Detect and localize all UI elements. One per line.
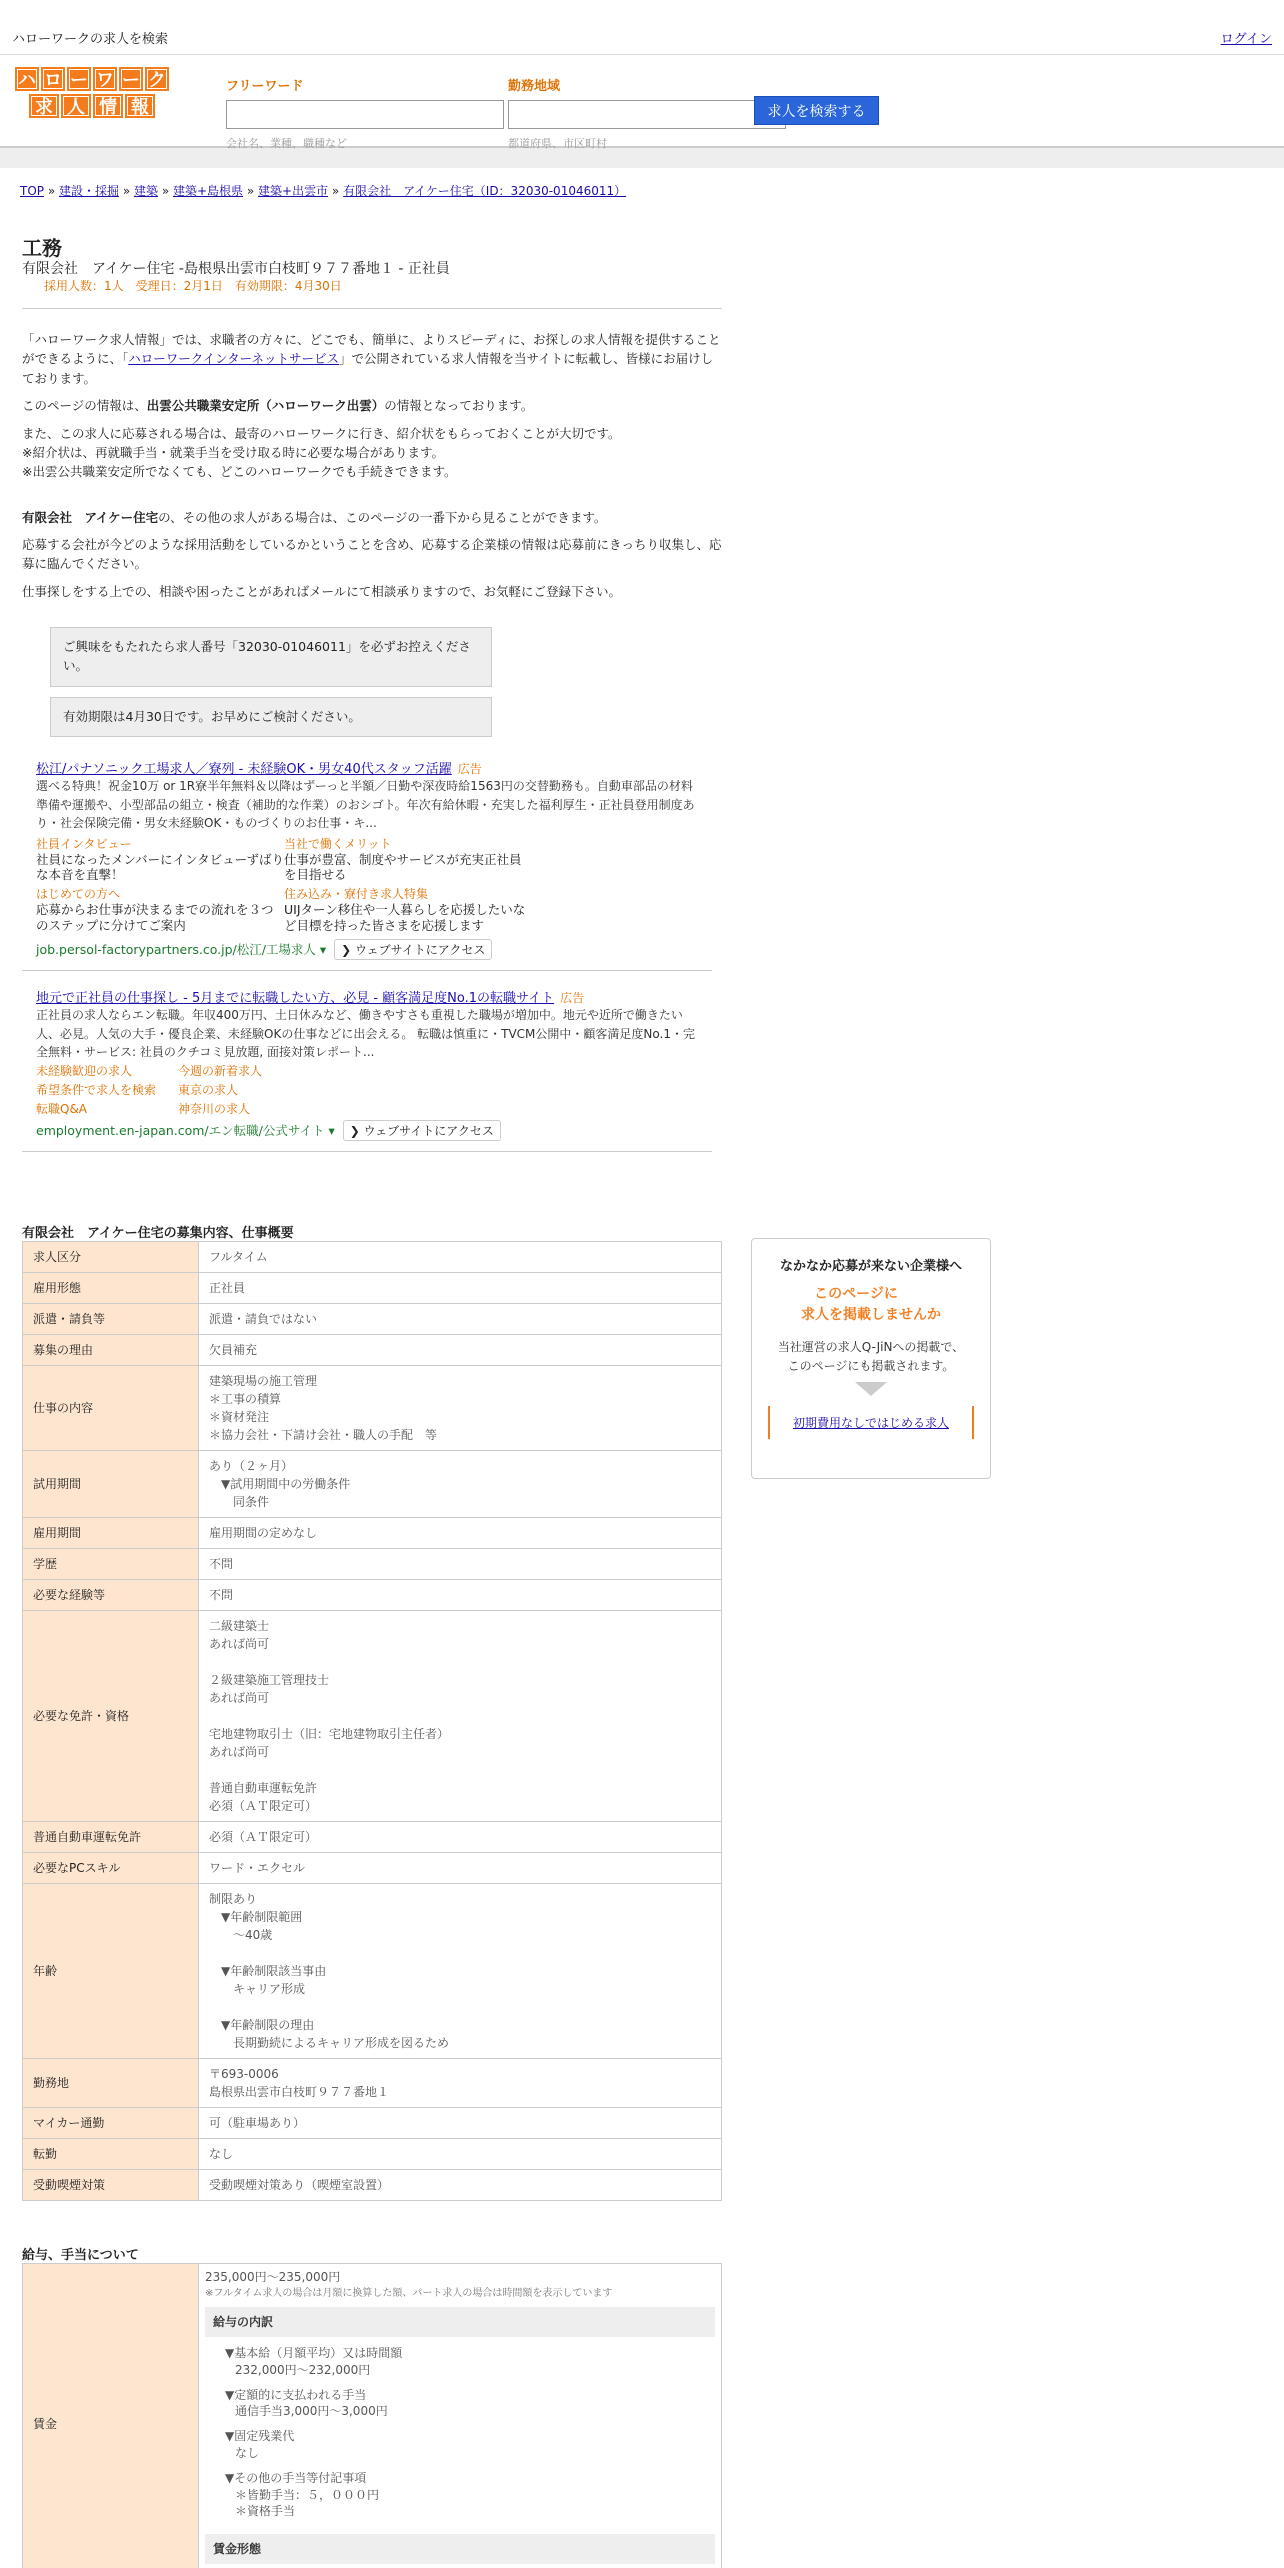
ad-sitelink[interactable]: 未経験歓迎の求人 <box>36 1064 133 1079</box>
ad-sitelink[interactable] <box>36 835 284 885</box>
pay-content <box>199 2264 722 2568</box>
pay-item <box>205 2345 715 2379</box>
row-value <box>199 2108 722 2139</box>
advertise-catch <box>752 1284 990 1326</box>
sitelink-title[interactable]: はじめての方へ <box>36 887 121 902</box>
row-value-line: 同条件 <box>209 1495 270 1509</box>
table-row <box>23 1518 722 1549</box>
row-value-line: 島根県出雲市白枝町９７７番地１ <box>209 2085 390 2099</box>
logo-char: 報 <box>125 94 155 118</box>
table-row <box>23 2059 722 2108</box>
row-label: 必要なPCスキル <box>23 1853 199 1884</box>
search-button[interactable]: 求人を検索する <box>754 96 879 125</box>
row-value <box>199 1884 722 2059</box>
table-row <box>23 1451 722 1518</box>
freeword-input[interactable] <box>226 100 504 129</box>
row-value-line: 受動喫煙対策あり（喫煙室設置） <box>209 2178 390 2192</box>
other-jobs-paragraph <box>22 508 722 527</box>
row-value-line: 欠員補充 <box>209 1343 258 1357</box>
sitelink-title[interactable]: 社員インタビュー <box>36 836 132 851</box>
pay-item-line: ▼基本給（月額平均）又は時間額 <box>225 2346 403 2360</box>
breadcrumb-category[interactable]: 建設・採掘 <box>59 184 120 198</box>
row-value-line: ▼年齢制限範囲 <box>209 1910 303 1924</box>
breadcrumb-company[interactable]: 有限会社 アイケー住宅（ID：32030-01046011） <box>343 184 627 198</box>
pay-item-line: ＊資格手当 <box>235 2504 296 2519</box>
logo-char: 情 <box>93 94 123 118</box>
advertise-catch-line2: 求人を掲載しませんか <box>801 1307 941 1323</box>
logo-char: ク <box>145 67 169 91</box>
consult-paragraph: 仕事探しをする上での、相談や困ったことがあればメールにて相談承りますので、お気軽にご登録下さい。 <box>22 583 622 599</box>
row-value <box>199 1304 722 1335</box>
row-label: 普通自動車運転免許 <box>23 1822 199 1853</box>
row-label: 派遣・請負等 <box>23 1304 199 1335</box>
row-value-line: ワード・エクセル <box>209 1861 306 1875</box>
row-value-line: あれば尚可 <box>209 1745 270 1759</box>
job-details-table <box>22 1241 722 2201</box>
sitelink-desc: 社員になったメンバーにインタビューずばりな本音を直撃！ <box>36 851 285 883</box>
divider <box>22 308 722 309</box>
visit-website-button[interactable]: ❯ ウェブサイトにアクセス <box>334 939 492 960</box>
intro-text: の、その他の求人がある場合は、このページの一番下から見ることができます。 <box>158 509 607 525</box>
ad-url[interactable]: job.persol-factorypartners.co.jp/松江/工場求人 <box>36 942 316 958</box>
row-value-line: 長期勤続によるキャリア形成を図るため <box>209 2036 450 2050</box>
arrow-down-icon <box>855 1382 887 1396</box>
ad-description: 選べる特典！祝金10万 or 1R寮半年無料＆以降はずーっと半額／日勤や深夜時給1563円の交替勤務も。自動車部品の材料準備や運搬や、小型部品の組立・検査（補助的な作業）のおシゴト。年次有給休暇・充実した福利厚生・正社員登用制度あり・社会保険完備・男女未経験OK・ものづくりのお仕事・キ... <box>36 779 695 831</box>
sitelink-desc: 仕事が豊富、制度やサービスが充実正社員を目指せる <box>284 851 522 883</box>
table-row <box>23 1273 722 1304</box>
table-row <box>23 1580 722 1611</box>
section-title-pay: 給与、手当について <box>22 2248 139 2263</box>
pay-note: ※フルタイム求人の場合は月額に換算した額、パート求人の場合は時間額を表示しています <box>205 2288 613 2299</box>
table-row <box>23 2139 722 2170</box>
sitelink-desc: UIJターン移住や一人暮らしを応援したいなど目標を持った皆さまを応援します <box>284 902 526 933</box>
row-label: 学歴 <box>23 1549 199 1580</box>
row-label: 求人区分 <box>23 1242 199 1273</box>
sitelink-desc: 応募からお仕事が決まるまでの流れを３つのステップに分けてご案内 <box>36 902 274 933</box>
company-name: 有限会社 アイケー住宅 <box>22 509 159 525</box>
table-row <box>23 1366 722 1451</box>
source-paragraph <box>22 396 722 415</box>
ad-sitelink[interactable] <box>36 885 284 935</box>
intro-section <box>22 330 722 737</box>
pay-item-line: ▼固定残業代 <box>225 2429 295 2444</box>
referral-paragraph <box>22 424 722 482</box>
row-value <box>199 1366 722 1451</box>
row-value-line: 制限あり <box>209 1892 258 1906</box>
row-value-line: あれば尚可 <box>209 1691 270 1705</box>
area-field-group <box>508 75 786 151</box>
row-value-line: 普通自動車運転免許 <box>209 1781 318 1795</box>
intro-text: ※紹介状は、再就職手当・就業手当を受け取る時に必要な場合があります。 <box>22 444 444 460</box>
freeword-hint: 会社名、業種、職種など <box>226 137 347 150</box>
table-row <box>23 2264 722 2568</box>
row-value-line: ＊工事の積算 <box>209 1392 282 1406</box>
logo-char: ワ <box>93 67 117 91</box>
row-value-line: 正社員 <box>209 1281 246 1295</box>
row-value-line: 派遣・請負ではない <box>209 1312 318 1326</box>
row-value <box>199 1549 722 1580</box>
table-row <box>23 1549 722 1580</box>
row-label: マイカー通勤 <box>23 2108 199 2139</box>
row-value-line: 不問 <box>209 1588 234 1602</box>
search-button-wrap <box>754 96 879 125</box>
table-row <box>23 1335 722 1366</box>
row-value-line: 雇用期間の定めなし <box>209 1526 318 1540</box>
job-meta: 採用人数：1人 受理日：2月1日 有効期限：4月30日 <box>44 279 342 293</box>
area-input[interactable] <box>508 100 786 129</box>
intro-text: また、この求人に応募される場合は、最寄のハローワークに行き、紹介状をもらっておくことが大切です。 <box>22 425 621 441</box>
pay-item-line: 232,000円〜232,000円 <box>235 2362 371 2377</box>
table-row <box>23 1853 722 1884</box>
row-value-line: あり（２ヶ月） <box>209 1459 294 1473</box>
table-row <box>23 2170 722 2201</box>
row-label: 雇用期間 <box>23 1518 199 1549</box>
ad-sitelink[interactable]: 神奈川の求人 <box>178 1102 251 1117</box>
ad-title-link[interactable]: 松江/パナソニック工場求人／寮列 - 未経験OK・男女40代スタッフ活躍 <box>36 762 452 777</box>
row-value-line <box>209 1944 711 1962</box>
sitelink-title[interactable]: 当社で働くメリット <box>284 836 392 851</box>
row-value-line: ▼試用期間中の労働条件 <box>209 1477 351 1491</box>
row-value <box>199 2170 722 2201</box>
site-logo[interactable] <box>4 67 180 121</box>
login-link[interactable]: ログイン <box>1220 32 1272 47</box>
breadcrumb-city[interactable]: 建築+出雲市 <box>258 184 329 198</box>
row-label: 受動喫煙対策 <box>23 2170 199 2201</box>
row-value-line: ▼年齢制限該当事由 <box>209 1964 327 1978</box>
ad-sitelink[interactable] <box>284 885 532 935</box>
intro-paragraph <box>22 330 722 388</box>
row-value-line: キャリア形成 <box>209 1982 306 1996</box>
pay-form-heading: 賃金形態 <box>205 2534 715 2564</box>
gray-band <box>0 148 1284 168</box>
ad-sitelinks <box>36 835 698 936</box>
table-row <box>23 1822 722 1853</box>
breadcrumb-prefecture[interactable]: 建築+島根県 <box>173 184 244 198</box>
row-label: 転勤 <box>23 2139 199 2170</box>
pay-range: 235,000円〜235,000円 <box>205 2270 341 2284</box>
section-title-overview: 有限会社 アイケー住宅の募集内容、仕事概要 <box>22 1226 294 1241</box>
table-row <box>23 1304 722 1335</box>
row-value-line <box>209 1707 711 1725</box>
advertise-box <box>751 1238 991 1479</box>
row-value-line: 可（駐車場あり） <box>209 2116 306 2130</box>
area-hint: 都道府県、市区町村 <box>508 137 607 150</box>
visit-label: ウェブサイトにアクセス <box>355 943 486 958</box>
advertise-heading: なかなか応募が来ない企業様へ <box>779 1259 962 1274</box>
logo-char: ロ <box>41 67 65 91</box>
ad-sitelink[interactable]: 東京の求人 <box>178 1083 239 1098</box>
pay-table <box>22 2263 722 2568</box>
ad-tag: 広告 <box>560 991 585 1006</box>
ad-unit: 松江/パナソニック工場求人／寮列 - 未経験OK・男女40代スタッフ活躍 広告 選べる特典！祝金10万 or 1R寮半年無料＆以降はずーっと半額／日勤や深夜時給1563円の交替勤務も。自動車部品の材料準備や運搬や、小型部品の組立・検査（補助的な作業）のおシゴト。年次有給休暇・充実した福利厚生・正社員登用制度あり・社会保険完備・男女未経験OK・ものづくりのお仕事・キ... 社員インタビュー 社員になったメンバーにインタビューずばりな本音を直撃！ 当社で働くメリット 仕事が豊富、制度やサービスが充実正社員を目指せる はじめての方へ 応募からお仕事が決まるまでの流れを３つのステップに分けてご案内 住み込み・寮付き求人特集 UIJターン移住や一人暮らしを応援したいなど目標を持った皆さまを応援します job.persol-factorypartners.co.jp/松江/工場求人 ▾ ❯ ウェブサイトにアクセス <box>22 752 712 971</box>
advertise-body-line: このページにも掲載されます。 <box>787 1359 955 1374</box>
pay-item-line: ▼定額的に支払われる手当 <box>225 2387 367 2402</box>
deadline-note: 有効期限は4月30日です。お早めにご検討ください。 <box>50 697 492 738</box>
ad-title-link[interactable]: 地元で正社員の仕事探し - 5月までに転職したい方、必見 - 顧客満足度No.1の転職サイト <box>36 991 555 1007</box>
row-value <box>199 1611 722 1822</box>
row-value <box>199 1242 722 1273</box>
breadcrumb: TOP » 建設・採掘 » 建築 » 建築+島根県 » 建築+出雲市 » 有限会社 アイケー住宅（ID：32030-01046011） <box>20 184 627 198</box>
job-number-note: ご興味をもたれたら求人番号「32030-01046011」を必ずお控えください。 <box>50 627 492 687</box>
breadcrumb-top[interactable]: TOP <box>20 184 45 198</box>
ad-sitelink[interactable]: 希望条件で求人を検索 <box>36 1083 157 1098</box>
sitelink-title[interactable]: 住み込み・寮付き求人特集 <box>284 887 429 902</box>
freeword-label: フリーワード <box>226 79 304 94</box>
top-bar <box>0 0 1284 55</box>
pay-breakdown-heading: 給与の内訳 <box>205 2307 715 2337</box>
row-label: 勤務地 <box>23 2059 199 2108</box>
row-value-line: 〜40歳 <box>209 1928 273 1942</box>
row-value <box>199 1335 722 1366</box>
row-value <box>199 1273 722 1304</box>
freeword-field-group <box>226 75 504 151</box>
row-value-line: なし <box>209 2147 234 2161</box>
row-label: 必要な経験等 <box>23 1580 199 1611</box>
logo-char: ー <box>67 67 91 91</box>
intro-text: の情報となっております。 <box>384 398 534 414</box>
pay-item <box>205 2470 715 2520</box>
table-row <box>23 1611 722 1822</box>
ad-tag: 広告 <box>457 762 482 776</box>
logo-char: ー <box>119 67 143 91</box>
intro-text: ※出雲公共職業安定所でなくても、どこのハローワークでも手続きできます。 <box>22 464 457 480</box>
pay-item <box>205 2387 715 2421</box>
row-value-line: 宅地建物取引士（旧：宅地建物取引主任者） <box>209 1727 450 1741</box>
row-value-line: 不問 <box>209 1557 234 1571</box>
visit-website-button[interactable]: ❯ ウェブサイトにアクセス <box>343 1120 501 1141</box>
row-value-line: ▼年齢制限の理由 <box>209 2018 315 2032</box>
row-label: 必要な免許・資格 <box>23 1611 199 1822</box>
advertise-catch-line1: このページに <box>814 1286 898 1302</box>
breadcrumb-subcategory[interactable]: 建築 <box>134 184 159 198</box>
row-value <box>199 1853 722 1884</box>
row-value <box>199 1518 722 1549</box>
advice-paragraph: 応募する会社が今どのような採用活動をしているかということを含め、応募する企業様の情報は応募前にきっちり収集し、応募に臨んでください。 <box>22 537 722 572</box>
row-value <box>199 1451 722 1518</box>
row-value <box>199 2059 722 2108</box>
pay-item-line: なし <box>235 2445 260 2460</box>
row-value-line <box>209 1998 711 2016</box>
hellowork-internet-link[interactable]: ハローワークインターネットサービス <box>128 351 340 367</box>
row-value-line: ＊協力会社・下請け会社・職人の手配 等 <box>209 1428 438 1442</box>
visit-label: ウェブサイトにアクセス <box>363 1123 494 1138</box>
pay-label: 賃金 <box>23 2264 199 2568</box>
row-value <box>199 1822 722 1853</box>
advertise-body-line: 当社運営の求人Q-JiNへの掲載で、 <box>777 1340 965 1354</box>
row-label: 雇用形態 <box>23 1273 199 1304</box>
logo-char: 人 <box>61 94 91 118</box>
area-label: 勤務地域 <box>508 79 561 94</box>
logo-char: 求 <box>29 94 59 118</box>
advertise-link[interactable]: 初期費用なしではじめる求人 <box>792 1416 949 1431</box>
advertise-link-box <box>768 1406 974 1439</box>
row-value-line: 建築現場の施工管理 <box>209 1374 318 1388</box>
ad-description: 正社員の求人ならエン転職。年収400万円、土日休みなど、働きやすさも重視した職場が増加中。地元や近所で働きたい人、必見。人気の大手・優良企業、未経験OKの仕事などに出会える。 転職は慎重に・TVCM公開中・顧客満足度No.1・完全無料・サービス: 社員のクチコミ見放題, 面接対策レポート... <box>36 1008 695 1060</box>
pay-item-line: 通信手当3,000円〜3,000円 <box>235 2404 388 2419</box>
ad-sitelink[interactable] <box>284 835 532 885</box>
row-label: 募集の理由 <box>23 1335 199 1366</box>
intro-text: 」で公開されている求人情報を当サイトに転載し、皆様にお届けしております。 <box>22 351 714 386</box>
row-value-line: 必須（ＡＴ限定可） <box>209 1830 318 1844</box>
office-name: 出雲公共職業安定所（ハローワーク出雲） <box>146 398 385 414</box>
advertise-body <box>752 1338 990 1376</box>
table-row <box>23 2108 722 2139</box>
row-value <box>199 1580 722 1611</box>
pay-item <box>205 2428 715 2462</box>
ad-url[interactable]: employment.en-japan.com/エン転職/公式サイト <box>36 1122 325 1138</box>
row-label: 仕事の内容 <box>23 1366 199 1451</box>
row-value-line <box>209 1761 711 1779</box>
row-value-line: フルタイム <box>209 1250 268 1264</box>
logo-char: ハ <box>15 67 39 91</box>
table-row <box>23 1884 722 2059</box>
header <box>0 55 1284 148</box>
ads-section <box>22 752 722 1152</box>
job-subtitle: 有限会社 アイケー住宅 -島根県出雲市白枝町９７７番地１ - 正社員 <box>22 261 450 277</box>
ad-sitelink[interactable]: 転職Q&A <box>36 1102 88 1117</box>
row-value-line <box>209 1653 711 1671</box>
row-value <box>199 2139 722 2170</box>
page-heading: ハローワークの求人を検索 <box>12 32 169 47</box>
row-label: 年齢 <box>23 1884 199 2059</box>
row-value-line: 必須（ＡＴ限定可） <box>209 1799 318 1813</box>
row-value-line: あれば尚可 <box>209 1637 270 1651</box>
intro-text: 「ハローワーク求人情報」では、求職者の方々に、どこでも、簡単に、よりスピーディに、お探しの求人情報を提供することができるように、「 <box>22 332 721 367</box>
row-label: 試用期間 <box>23 1451 199 1518</box>
table-row <box>23 1242 722 1273</box>
ad-unit: 地元で正社員の仕事探し - 5月までに転職したい方、必見 - 顧客満足度No.1の転職サイト 広告 正社員の求人ならエン転職。年収400万円、土日休みなど、働きやすさも重視した職場が増加中。地元や近所で働きたい人、必見。人気の大手・優良企業、未経験OKの仕事などに出会える。 転職は慎重に・TVCM公開中・顧客満足度No.1・完全無料・サービス: 社員のクチコミ見放題, 面接対策レポート... 未経験歓迎の求人 今週の新着求人 希望条件で求人を検索 東京の求人 転職Q&A 神奈川の求人 employment.en-japan.com/エン転職/公式サイト ▾ ❯ ウェブサイトにアクセス <box>22 981 712 1151</box>
row-value-line: 二級建築士 <box>209 1619 270 1633</box>
job-title: 工務 <box>22 236 62 260</box>
row-value-line: ２級建築施工管理技士 <box>209 1673 330 1687</box>
row-value-line: 〒693-0006 <box>209 2067 279 2081</box>
pay-item-line: ▼その他の手当等付記事項 <box>225 2470 367 2485</box>
ad-sitelink[interactable]: 今週の新着求人 <box>178 1064 263 1079</box>
pay-item-line: ＊皆勤手当：５，０００円 <box>235 2487 380 2502</box>
intro-text: このページの情報は、 <box>22 398 147 414</box>
row-value-line: ＊資材発注 <box>209 1410 270 1424</box>
ad-sitelinks <box>36 1062 698 1120</box>
